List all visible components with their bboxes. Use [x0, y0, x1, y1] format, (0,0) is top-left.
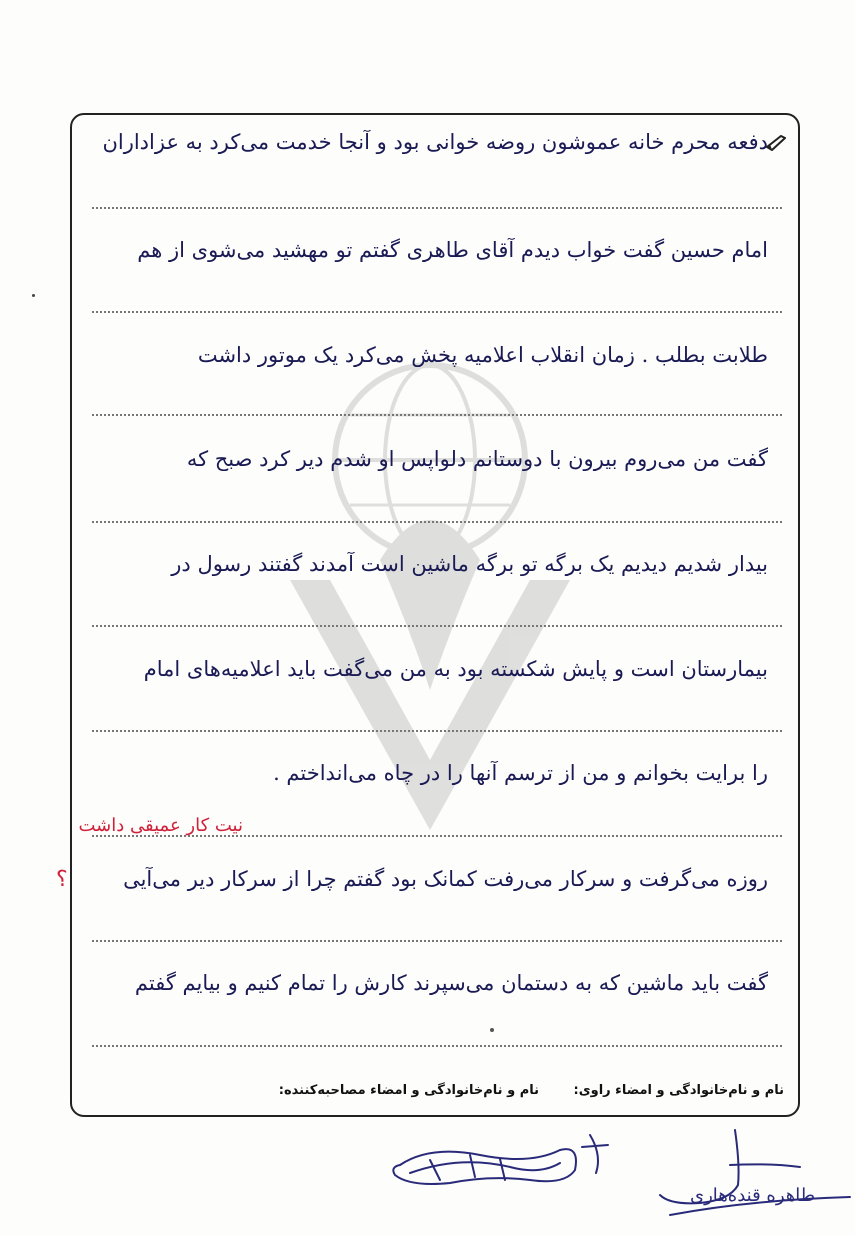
dotted-rule [92, 311, 782, 313]
text-line-3: طلابت بطلب . زمان انقلاب اعلامیه پخش می‌کرد یک موتور داشت [197, 343, 768, 367]
text-line-5: بیدار شدیم دیدیم یک برگه تو برگه ماشین است آمدند گفتند رسول در [171, 552, 768, 576]
handwritten-signatures [370, 1125, 855, 1235]
red-margin-note: نیت کار عمیقی داشت [78, 815, 243, 836]
dotted-rule [92, 414, 782, 416]
dotted-rule [92, 207, 782, 209]
dotted-rule [92, 625, 782, 627]
stray-dot [32, 294, 35, 297]
text-line-9: گفت باید ماشین که به دستمان می‌سپرند کارش را تمام کنیم و بیایم گفتم [134, 971, 768, 995]
text-line-4: گفت من می‌روم بیرون با دوستانم دلواپس او شدم دیر کرد صبح که [186, 447, 768, 471]
text-line-6: بیمارستان است و پایش شکسته بود به من می‌گفت باید اعلامیه‌های امام [143, 657, 768, 681]
text-line-2: امام حسین گفت خواب دیدم آقای طاهری گفتم تو مهشید می‌شوی از هم [137, 238, 768, 262]
signature-name: طاهره قنده‌هاری [690, 1185, 816, 1206]
red-question-mark: ؟ [56, 867, 68, 892]
dotted-rule [92, 730, 782, 732]
dotted-rule [92, 1045, 782, 1047]
dotted-rule [92, 521, 782, 523]
narrator-signature-label: نام و نام‌خانوادگی و امضاء راوی: [573, 1083, 784, 1098]
text-frame [56, 113, 800, 1117]
signature-labels [86, 1083, 784, 1098]
pencil-note-icon [766, 135, 786, 151]
stray-dot [490, 1028, 494, 1032]
text-line-8: روزه می‌گرفت و سرکار می‌رفت کمانک بود گفتم چرا از سرکار دیر می‌آیی [123, 867, 768, 891]
dotted-rule [92, 940, 782, 942]
interviewer-signature-label: نام و نام‌خانوادگی و امضاء مصاحبه‌کننده: [278, 1083, 539, 1098]
text-line-7: را برایت بخوانم و من از ترسم آنها را در چاه می‌انداختم . [273, 761, 768, 785]
text-line-1: دفعه محرم خانه عموشون روضه خوانی بود و آنجا خدمت می‌کرد به عزاداران [102, 130, 768, 154]
